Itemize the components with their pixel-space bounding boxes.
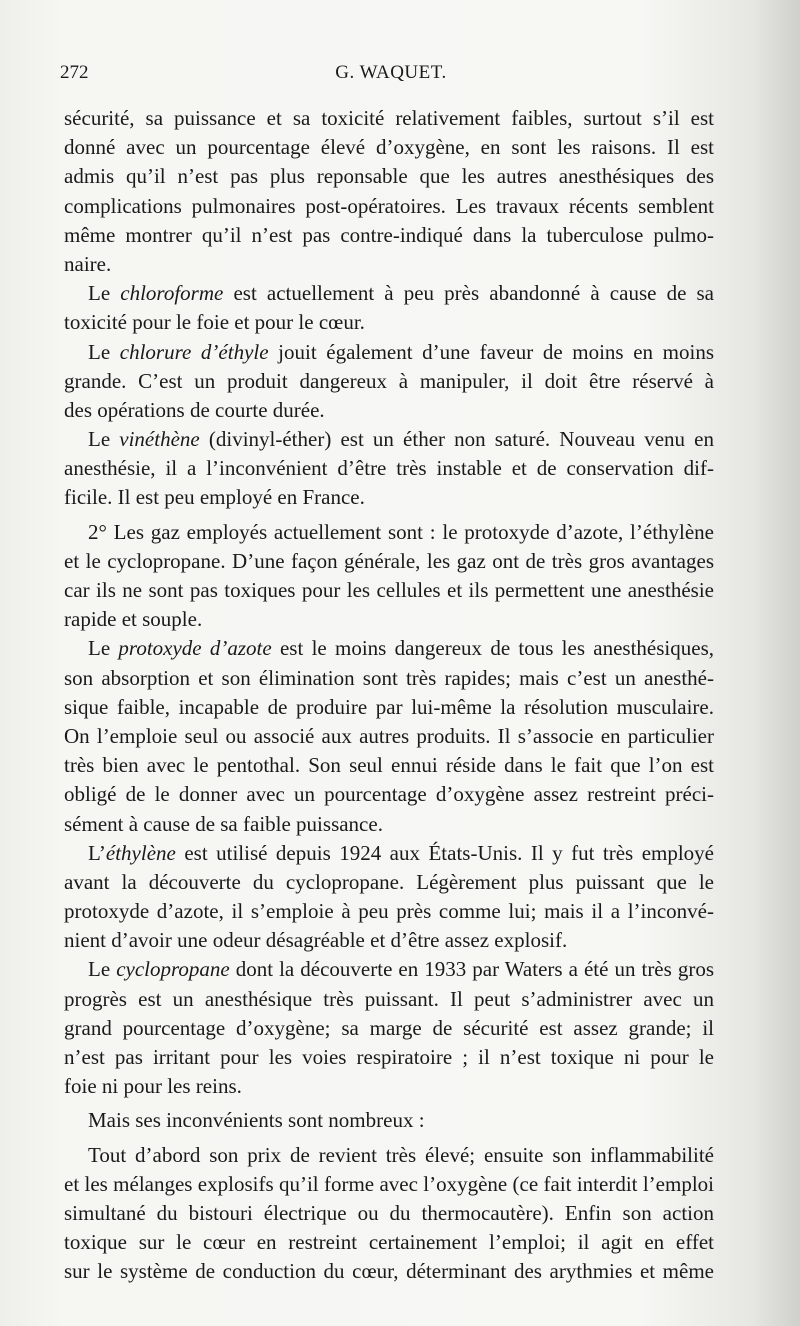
text-line: et le cyclopropane. D’une façon générale, les gaz ont de très gros avantages xyxy=(64,548,714,573)
text-line xyxy=(64,338,714,367)
text-line: Tout d’abord son prix de revient très élevé; ensuite son inflammabilité xyxy=(88,1142,714,1167)
italic-term: chloroforme xyxy=(120,281,224,306)
text-run: Le xyxy=(88,636,119,661)
text-line: son absorption et son élimination sont très rapides; mais c’est un anesthé- xyxy=(64,665,714,690)
text-line: même montrer qu’il n’est pas contre-indiqué dans la tuberculose pulmo- xyxy=(64,222,714,247)
text-line: sément à cause de sa faible puissance. xyxy=(64,811,383,836)
text-run: dont la découverte en 1933 par Waters a été un très gros xyxy=(229,957,714,982)
italic-term: vinéthène xyxy=(119,427,200,452)
text-line: foie ni pour les reins. xyxy=(64,1074,242,1099)
text-line: grand pourcentage d’oxygène; sa marge de sécurité est assez grande; il xyxy=(64,1015,714,1040)
text-run: Le xyxy=(88,957,117,982)
text-line xyxy=(64,425,714,454)
text-line: progrès est un anesthésique très puissant. Il peut s’administrer avec un xyxy=(64,986,714,1011)
text-line xyxy=(64,839,714,868)
text-run: est le moins dangereux de tous les anesthésiques, xyxy=(271,636,714,661)
body-text xyxy=(64,104,714,1287)
text-line: rapide et souple. xyxy=(64,607,203,632)
text-line: sécurité, sa puissance et sa toxicité relativement faibles, surtout s’il est xyxy=(64,106,714,130)
text-line: n’est pas irritant pour les voies respiratoire ; il n’est toxique ni pour le xyxy=(64,1045,714,1069)
text-line: simultané du bistouri électrique ou du thermocautère). Enfin son action xyxy=(64,1200,714,1225)
text-line: admis qu’il n’est pas plus reponsable que les autres anesthésiques des xyxy=(64,164,714,189)
text-line: toxique sur le cœur en restreint certainement l’emploi; il agit en effet xyxy=(64,1230,714,1255)
text-line: On l’emploie seul ou associé aux autres produits. Il s’associe en particulier xyxy=(64,723,714,748)
text-line: sur le système de conduction du cœur, déterminant des arythmies et même xyxy=(64,1259,714,1284)
text-line: grande. C’est un produit dangereux à manipuler, il doit être réservé à xyxy=(64,368,714,393)
page-header xyxy=(60,62,722,88)
text-line: complications pulmonaires post-opératoires. Les travaux récents semblent xyxy=(64,193,714,218)
text-line: 2° Les gaz employés actuellement sont : le protoxyde d’azote, l’éthylène xyxy=(88,519,714,544)
text-run: L’ xyxy=(88,840,106,865)
text-line: donné avec un pourcentage élevé d’oxygène, en sont les raisons. Il est xyxy=(64,135,714,160)
text-line xyxy=(64,279,714,308)
text-line: nient d’avoir une odeur désagréable et d’être assez explosif. xyxy=(64,928,568,953)
running-head: G. WAQUET. xyxy=(335,62,447,83)
text-line: très bien avec le pentothal. Son seul ennui réside dans le fait que l’on est xyxy=(64,753,714,778)
text-line: avant la découverte du cyclopropane. Légèrement plus puissant que le xyxy=(64,869,714,894)
text-line: car ils ne sont pas toxiques pour les cellules et ils permettent une anesthésie xyxy=(64,578,714,602)
text-run: Le xyxy=(88,427,120,452)
text-line: protoxyde d’azote, il s’emploie à peu près comme lui; mais il a l’inconvé- xyxy=(64,899,714,924)
italic-term: cyclopropane xyxy=(116,957,230,982)
italic-term: éthylène xyxy=(105,840,176,865)
text-run: est utilisé depuis 1924 aux États-Unis. Il y fut très employé xyxy=(175,840,714,865)
text-line xyxy=(64,955,714,984)
text-run: (divinyl-éther) est un éther non saturé. Nouveau venu en xyxy=(199,427,714,452)
text-line: anesthésie, il a l’inconvénient d’être très instable et de conservation dif- xyxy=(64,456,714,481)
text-run: Le xyxy=(88,281,121,306)
text-line xyxy=(64,634,714,663)
page-number: 272 xyxy=(60,62,89,83)
text-line: obligé de le donner avec un pourcentage d’oxygène assez restreint préci- xyxy=(64,782,714,807)
text-line: sique faible, incapable de produire par lui-même la résolution musculaire. xyxy=(64,694,714,719)
text-line: toxicité pour le foie et pour le cœur. xyxy=(64,310,365,335)
text-run: est actuellement à peu près abandonné à cause de sa xyxy=(223,281,714,306)
text-line: naire. xyxy=(64,251,112,276)
italic-term: protoxyde d’azote xyxy=(118,636,272,661)
italic-term: chlorure d’éthyle xyxy=(119,339,269,364)
text-line: des opérations de courte durée. xyxy=(64,397,325,422)
text-run: jouit également d’une faveur de moins en moins xyxy=(268,339,714,364)
text-line: Mais ses inconvénients sont nombreux : xyxy=(88,1108,425,1133)
text-line: ficile. Il est peu employé en France. xyxy=(64,485,365,510)
text-line: et les mélanges explosifs qu’il forme avec l’oxygène (ce fait interdit l’emploi xyxy=(64,1171,714,1196)
text-run: Le xyxy=(88,339,120,364)
